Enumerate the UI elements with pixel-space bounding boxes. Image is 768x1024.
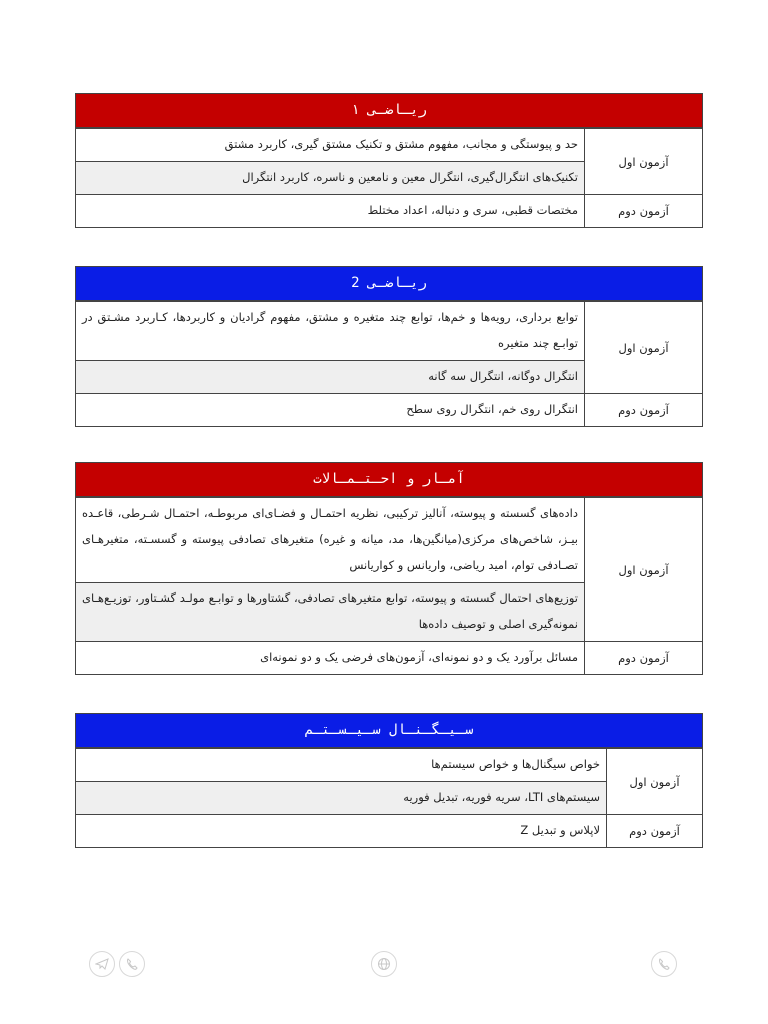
- topic-cell: انتگرال روی خم، انتگرال روی سطح: [406, 402, 578, 416]
- topic-cell: توزیع‌های احتمال گسسته و پیوسته، توابع متغیرهای تصادفی، گشتاورها و توابـع مولـد گشـتاور، توزیـع‌هـای نمونه‌گیری اصلی و توصیف داده‌ها: [76, 582, 584, 641]
- topic-cell: لاپلاس و تبدیل Z: [520, 823, 600, 837]
- phone-icon[interactable]: [651, 951, 677, 977]
- exam-row-first: [76, 497, 702, 641]
- topic-cell: مسائل برآورد یک و دو نمونه‌ای، آزمون‌های فرضی یک و دو نمونه‌ای: [260, 650, 578, 664]
- course-title: ریـاضـی 2: [76, 267, 702, 301]
- exam-row-second: [76, 393, 702, 426]
- topic-cell: تکنیک‌های انتگرال‌گیری، انتگرال معین و نامعین و ناسره، کاربرد انتگرال: [76, 161, 584, 194]
- exam-label: آزمون دوم: [584, 394, 702, 426]
- topic-cell: توابع برداری، رویه‌ها و خم‌ها، توابع چند متغیره و مشتق، مفهوم گرادیان و کاربردها، کـاربرد مشـتق در توابـع چند متغیره: [82, 310, 578, 350]
- globe-icon[interactable]: [371, 951, 397, 977]
- course-table-signals-systems: [75, 713, 703, 848]
- exam-row-second: [76, 641, 702, 674]
- topic-cell: سیستم‌های LTI، سریه فوریه، تبدیل فوریه: [76, 781, 606, 814]
- topic-cell: خواص سیگنال‌ها و خواص سیستم‌ها: [431, 757, 600, 771]
- exam-row-first: [76, 128, 702, 194]
- topic-cell: داده‌های گسسته و پیوسته، آنالیز ترکیبی، نظریه احتمـال و فضـای‌ای مربوطـه، احتمـال شـرطی، قاعـده بیـز، شاخص‌های مرکزی(میانگین‌ها، مد، میانه و غیره) متغیرهای تصادفی پیوسته و گسسـته، متغیرهـای تصـادفی توام، امید ریاضی، واریانس و کواریانس: [82, 506, 578, 572]
- topic-cell: انتگرال دوگانه، انتگرال سه گانه: [76, 360, 584, 393]
- exam-row-first: [76, 748, 702, 814]
- course-table-math-2: [75, 266, 703, 427]
- exam-row-second: [76, 814, 702, 847]
- exam-row-first: [76, 301, 702, 393]
- topic-cell: مختصات قطبی، سری و دنباله، اعداد مختلط: [367, 203, 578, 217]
- exam-label: آزمون دوم: [584, 642, 702, 674]
- course-title: سـیـگـنـال سـیـسـتـم: [76, 714, 702, 748]
- exam-label: آزمون اول: [606, 749, 702, 814]
- course-title: آمـار و احـتـمـالات: [76, 463, 702, 497]
- exam-label: آزمون دوم: [606, 815, 702, 847]
- phone-icon[interactable]: [119, 951, 145, 977]
- course-table-statistics: [75, 462, 703, 675]
- exam-label: آزمون اول: [584, 498, 702, 641]
- exam-label: آزمون دوم: [584, 195, 702, 227]
- topic-cell: حد و پیوستگی و مجانب، مفهوم مشتق و تکنیک مشتق گیری، کاربرد مشتق: [224, 137, 578, 151]
- course-table-math-1: [75, 93, 703, 228]
- exam-label: آزمون اول: [584, 302, 702, 393]
- course-title: ریـاضـی ۱: [76, 94, 702, 128]
- exam-label: آزمون اول: [584, 129, 702, 194]
- telegram-icon[interactable]: [89, 951, 115, 977]
- exam-row-second: [76, 194, 702, 227]
